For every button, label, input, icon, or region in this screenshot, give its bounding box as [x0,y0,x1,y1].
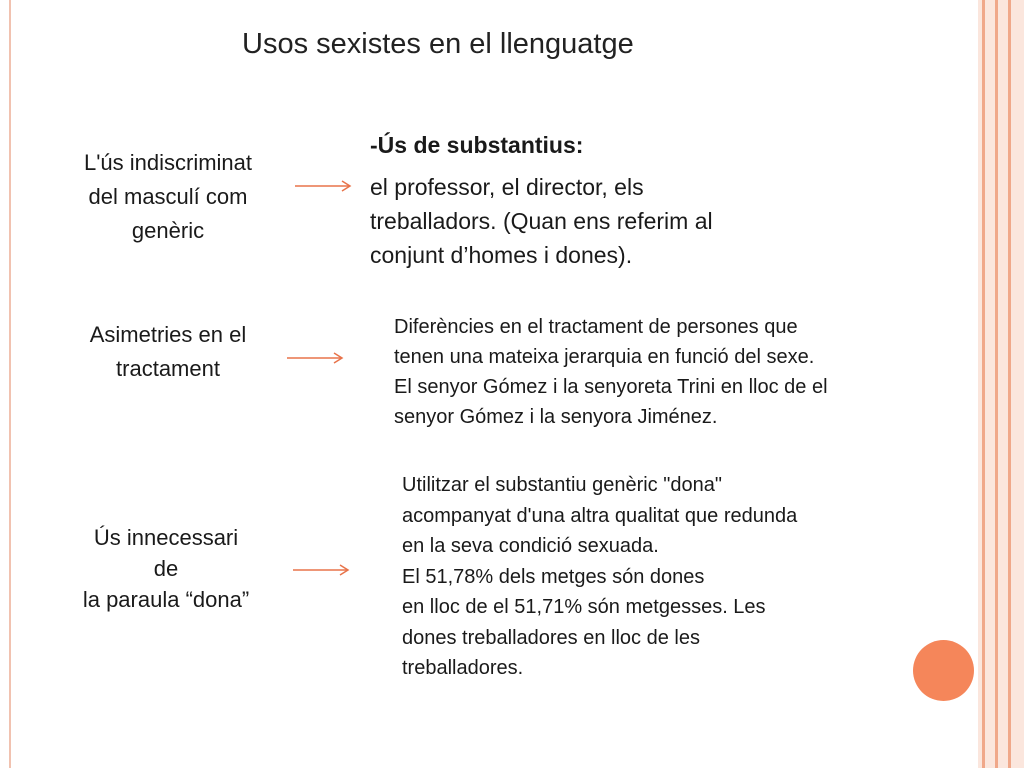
section-label-masculine-generic [48,146,288,248]
label-line: L'ús indiscriminat [83,150,253,175]
label-line: tractament [116,356,220,381]
left-border-rule [9,0,11,768]
section-heading: -Ús de substantius: [370,132,584,158]
body-line: senyor Gómez i la senyora Jiménez. [394,406,718,428]
section-body-asymmetries [394,312,828,432]
right-border-line [982,0,985,768]
label-line: del masculí com [88,184,248,209]
body-line: El 51,78% dels metges són dones [402,565,705,588]
right-arrow-icon [286,350,344,366]
section-label-unnecessary-use [40,522,292,615]
body-line: tenen una mateixa jerarquia en funció del sexe. [394,346,815,368]
section-body-masculine-generic [370,128,713,272]
orange-circle-decoration [913,640,974,701]
body-line: treballadors. (Quan ens referim al [370,208,713,234]
right-border-line [995,0,998,768]
body-line: conjunt d’homes i dones). [370,242,633,268]
body-line: en lloc de el 51,71% són metgesses. Les [402,596,766,618]
label-line: Asimetries en el [89,322,247,347]
right-border-band [978,0,1024,768]
body-line: Utilitzar el substantiu genèric "dona" [402,474,722,496]
right-arrow-icon [294,178,352,194]
right-arrow-icon [292,562,350,578]
body-line: Diferències en el tractament de persones que [394,316,798,338]
body-line: acompanyat d'una altra qualitat que redunda [402,504,798,527]
body-line: dones treballadores en lloc de les [402,626,700,649]
body-line: treballadores. [402,657,524,679]
slide-title: Usos sexistes en el llenguatge [242,28,634,60]
label-line: genèric [131,218,205,243]
right-border-line [1008,0,1011,768]
label-line: la paraula “dona” [82,587,250,612]
body-line: en la seva condició sexuada. [402,535,659,557]
section-body-unnecessary-use [402,470,797,684]
label-line: Ús innecessari [93,525,239,550]
body-line: el professor, el director, els [370,174,644,200]
body-line: El senyor Gómez i la senyoreta Trini en lloc de el [394,376,828,398]
label-line: de [153,556,179,581]
section-label-asymmetries [48,318,288,386]
